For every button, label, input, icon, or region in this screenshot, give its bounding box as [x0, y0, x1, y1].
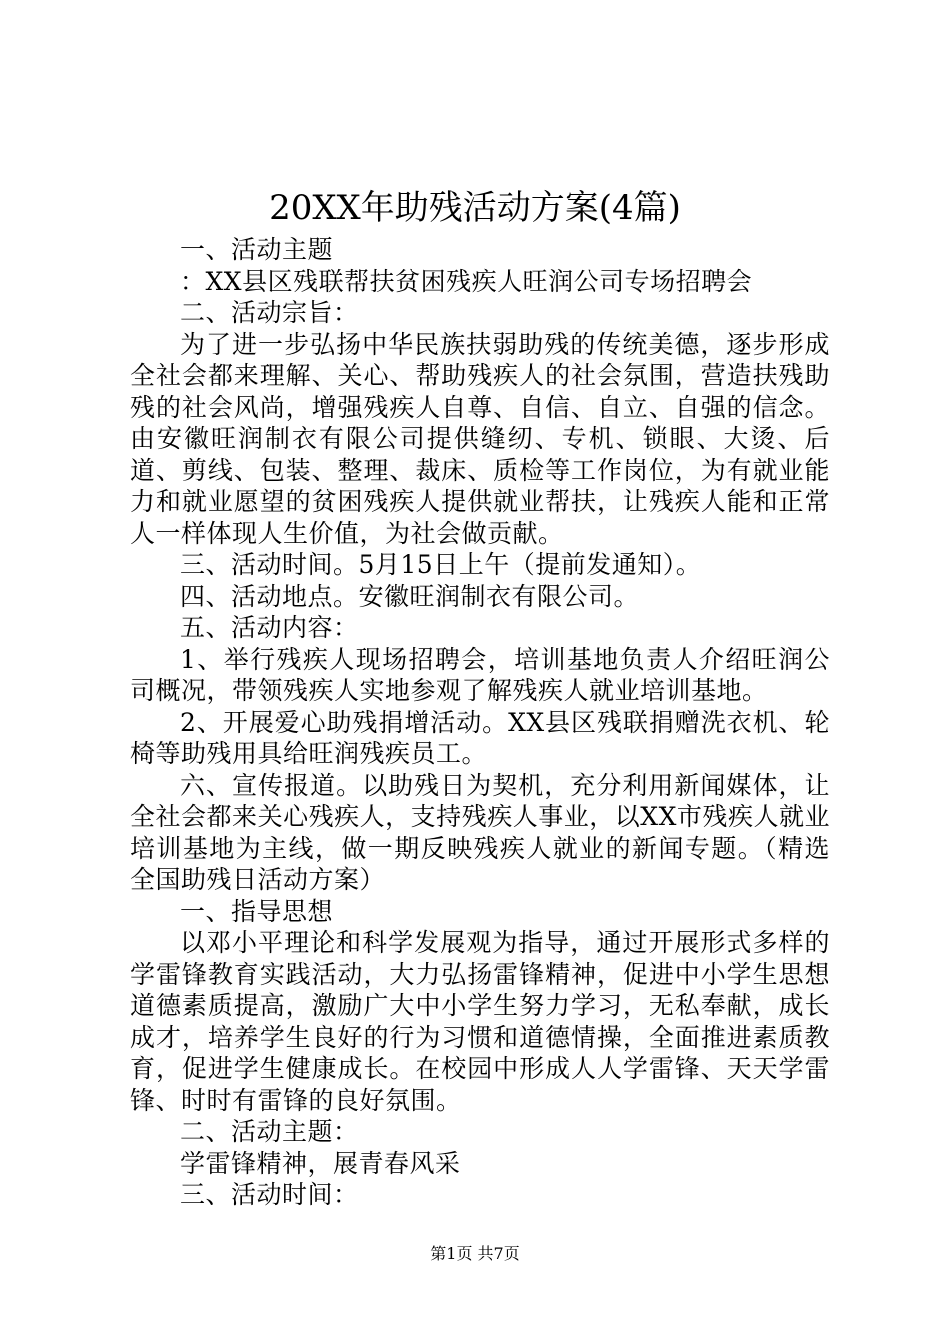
- paragraph-content-item-1: 1、举行残疾人现场招聘会，培训基地负责人介绍旺润公司概况，带领残疾人实地参观了解残疾人就业培训基地。: [130, 644, 830, 705]
- paragraph-activity-time: 三、活动时间。5月15日上午（提前发通知）。: [180, 550, 702, 579]
- page-number-footer: 第1页 共7页: [430, 1244, 520, 1263]
- document-title: 20XX年助残活动方案(4篇): [269, 188, 681, 228]
- heading-guiding-ideology: 一、指导思想: [180, 896, 334, 926]
- paragraph-activity-location: 四、活动地点。安徽旺润制衣有限公司。: [180, 581, 640, 611]
- paragraph-theme-text: ：XX县区残联帮扶贫困残疾人旺润公司专场招聘会: [180, 266, 753, 296]
- heading-activity-theme: 一、活动主题: [180, 235, 334, 264]
- heading-activity-time-2: 三、活动时间：: [180, 1180, 359, 1209]
- paragraph-content-item-2: 2、开展爱心助残捐增活动。XX县区残联捐赠洗衣机、轮椅等助残用具给旺润残疾员工。: [130, 707, 830, 768]
- document-body: [130, 234, 830, 1211]
- paragraph-purpose-text: 为了进一步弘扬中华民族扶弱助残的传统美德，逐步形成全社会都来理解、关心、帮助残疾人的社会氛围，营造扶残助残的社会风尚，增强残疾人自尊、自信、自立、自强的信念。由安徽旺润制衣有限公司提供缝纫、专机、锁眼、大烫、后道、剪线、包装、整理、裁床、质检等工作岗位，为有就业能力和就业愿望的贫困残疾人提供就业帮扶，让残疾人能和正常人一样体现人生价值，为社会做贡献。: [130, 329, 830, 548]
- paragraph-guiding-ideology-text: 以邓小平理论和科学发展观为指导，通过开展形式多样的学雷锋教育实践活动，大力弘扬雷锋精神，促进中小学生思想道德素质提高，激励广大中小学生努力学习，无私奉献，成长成才，培养学生良好的行为习惯和道德情操，全面推进素质教育，促进学生健康成长。在校园中形成人人学雷锋、天天学雷锋、时时有雷锋的良好氛围。: [130, 928, 830, 1115]
- heading-activity-theme-2: 二、活动主题：: [180, 1117, 359, 1146]
- paragraph-publicity: 六、宣传报道。以助残日为契机，充分利用新闻媒体，让全社会都来关心残疾人，支持残疾人事业，以XX市残疾人就业培训基地为主线，做一期反映残疾人就业的新闻专题。（精选全国助残日活动方案）: [130, 770, 830, 894]
- heading-activity-content: 五、活动内容：: [180, 613, 359, 642]
- paragraph-theme-2-text: 学雷锋精神，展青春风采: [180, 1148, 461, 1178]
- heading-activity-purpose: 二、活动宗旨：: [180, 298, 359, 327]
